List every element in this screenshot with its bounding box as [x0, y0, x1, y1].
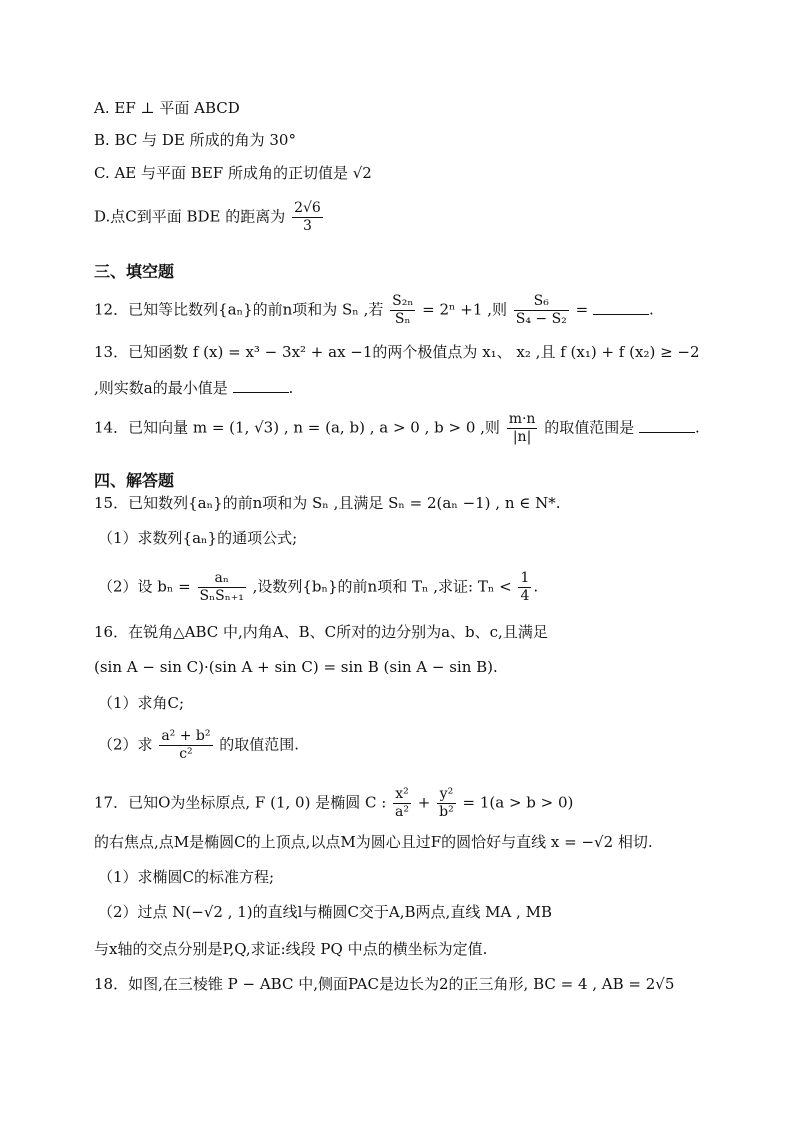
question-15-part-2 — [98, 570, 724, 605]
question-17-line-2: 的右焦点,点M是椭圆C的上顶点,以点M为圆心且过F的圆恰好与直线 x = −√2 相切. — [94, 833, 653, 851]
q12-f1-num: S₂ₙ — [392, 293, 414, 309]
q14-answer-blank[interactable] — [639, 418, 695, 433]
question-17-part-1: （1）求椭圆C的标准方程; — [98, 868, 275, 886]
question-13-line-1: 13．已知函数 f (x) = x³ − 3x² + ax −1的两个极值点为 x₁、 x₂ ,且 f (x₁) + f (x₂) ≥ −2 — [94, 343, 700, 361]
q17-prefix: 17．已知O为坐标原点, F (1, 0) 是椭圆 C : — [94, 793, 387, 812]
q16-f-den: c² — [179, 746, 193, 762]
q14-prefix: 14．已知向量 m = (1, √3) , n = (a, b) , a > 0 , b > 0 ,则 — [94, 418, 500, 437]
q15-b-num: aₙ — [198, 570, 246, 588]
q12-prefix: 12．已知等比数列{aₙ}的前n项和为 Sₙ ,若 — [94, 300, 384, 319]
q12-answer-blank[interactable] — [593, 300, 649, 315]
q15-b-den: SₙSₙ₊₁ — [199, 588, 244, 604]
q15-p2-prefix: （2）设 bₙ = — [98, 577, 191, 596]
q15-p2-end: . — [533, 577, 539, 596]
question-13-line-2 — [94, 377, 724, 399]
q15-quarter-den: 4 — [520, 588, 530, 604]
q12-fraction-2 — [514, 293, 569, 328]
section-solution: 四、解答题 — [94, 471, 175, 490]
choice-c-text: C. AE 与平面 BEF 所成角的正切值是 — [94, 164, 353, 182]
q17-fraction-x — [393, 786, 411, 821]
q17-plus: + — [417, 793, 431, 812]
question-16-part-1: （1）求角C; — [98, 694, 185, 712]
q17-x-num: x² — [393, 786, 411, 804]
choice-d-text: D.点C到平面 BDE 的距离为 — [94, 207, 286, 226]
q12-f1-den: Sₙ — [394, 311, 411, 327]
q16-fraction — [159, 728, 212, 763]
question-17-line-1 — [94, 786, 724, 821]
question-16-equation: (sin A − sin C)·(sin A + sin C) = sin B (sin A − sin B). — [94, 658, 498, 676]
q14-suffix: 的取值范围是 — [544, 418, 635, 437]
q16-p2-suffix: 的取值范围. — [219, 735, 300, 754]
q16-f-num: a² + b² — [161, 728, 211, 744]
choice-c-value: √2 — [352, 164, 372, 182]
q15-fraction-b — [198, 570, 246, 605]
q17-y-num: y² — [437, 786, 456, 804]
q14-end: . — [695, 418, 700, 437]
choice-c — [94, 162, 724, 184]
q17-x-den: a² — [395, 804, 410, 820]
choice-d-fraction — [292, 200, 323, 235]
q12-fraction-1 — [390, 293, 415, 328]
question-15-stem: 15．已知数列{aₙ}的前n项和为 Sₙ ,且满足 Sₙ = 2(aₙ −1) , n ∈ N*. — [94, 494, 561, 512]
q12-f2-den: S₄ − S₂ — [515, 311, 567, 327]
q14-f-den: |n| — [512, 429, 532, 445]
q12-suffix: = — [575, 300, 589, 319]
q12-f2-num: S₆ — [514, 293, 569, 311]
q13-end: . — [288, 379, 294, 397]
q17-suffix: = 1(a > b > 0) — [462, 793, 574, 812]
q16-p2-prefix: （2）求 — [98, 735, 153, 754]
q14-f-num: m·n — [508, 411, 536, 427]
question-17-line-5: 与x轴的交点分别是P,Q,求证:线段 PQ 中点的横坐标为定值. — [94, 940, 488, 958]
question-16-part-2 — [98, 728, 724, 763]
section-fill-in: 三、填空题 — [94, 262, 175, 281]
q12-mid: = 2ⁿ +1 ,则 — [422, 300, 507, 319]
question-17-part-2: （2）过点 N(−√2 , 1)的直线l与椭圆C交于A,B两点,直线 MA , MB — [98, 903, 552, 921]
q15-p2-mid: ,设数列{bₙ}的前n项和 Tₙ ,求证: Tₙ < — [252, 577, 512, 596]
choice-d-numerator: 2√6 — [294, 200, 321, 216]
question-12 — [94, 293, 724, 328]
question-14 — [94, 411, 724, 446]
question-16-stem: 16．在锐角△ABC 中,内角A、B、C所对的边分别为a、b、c,且满足 — [94, 623, 548, 641]
q12-end: . — [648, 300, 654, 319]
q13-answer-blank[interactable] — [233, 378, 289, 393]
q17-y-den: b² — [439, 804, 454, 820]
choice-b: B. BC 与 DE 所成的角为 30° — [94, 131, 296, 149]
choice-d — [94, 200, 724, 235]
q15-quarter-num: 1 — [520, 570, 530, 586]
q17-fraction-y — [437, 786, 456, 821]
q15-fraction-quarter — [518, 570, 531, 605]
choice-a: A. EF ⊥ 平面 ABCD — [94, 99, 240, 117]
question-15-part-1: （1）求数列{aₙ}的通项公式; — [98, 529, 298, 547]
q13-prefix: ,则实数a的最小值是 — [94, 379, 228, 397]
q14-fraction — [507, 411, 538, 446]
choice-d-denominator: 3 — [302, 218, 312, 234]
question-18-stem: 18．如图,在三棱锥 P − ABC 中,侧面PAC是边长为2的正三角形, BC = 4 , AB = 2√5 — [94, 975, 675, 993]
